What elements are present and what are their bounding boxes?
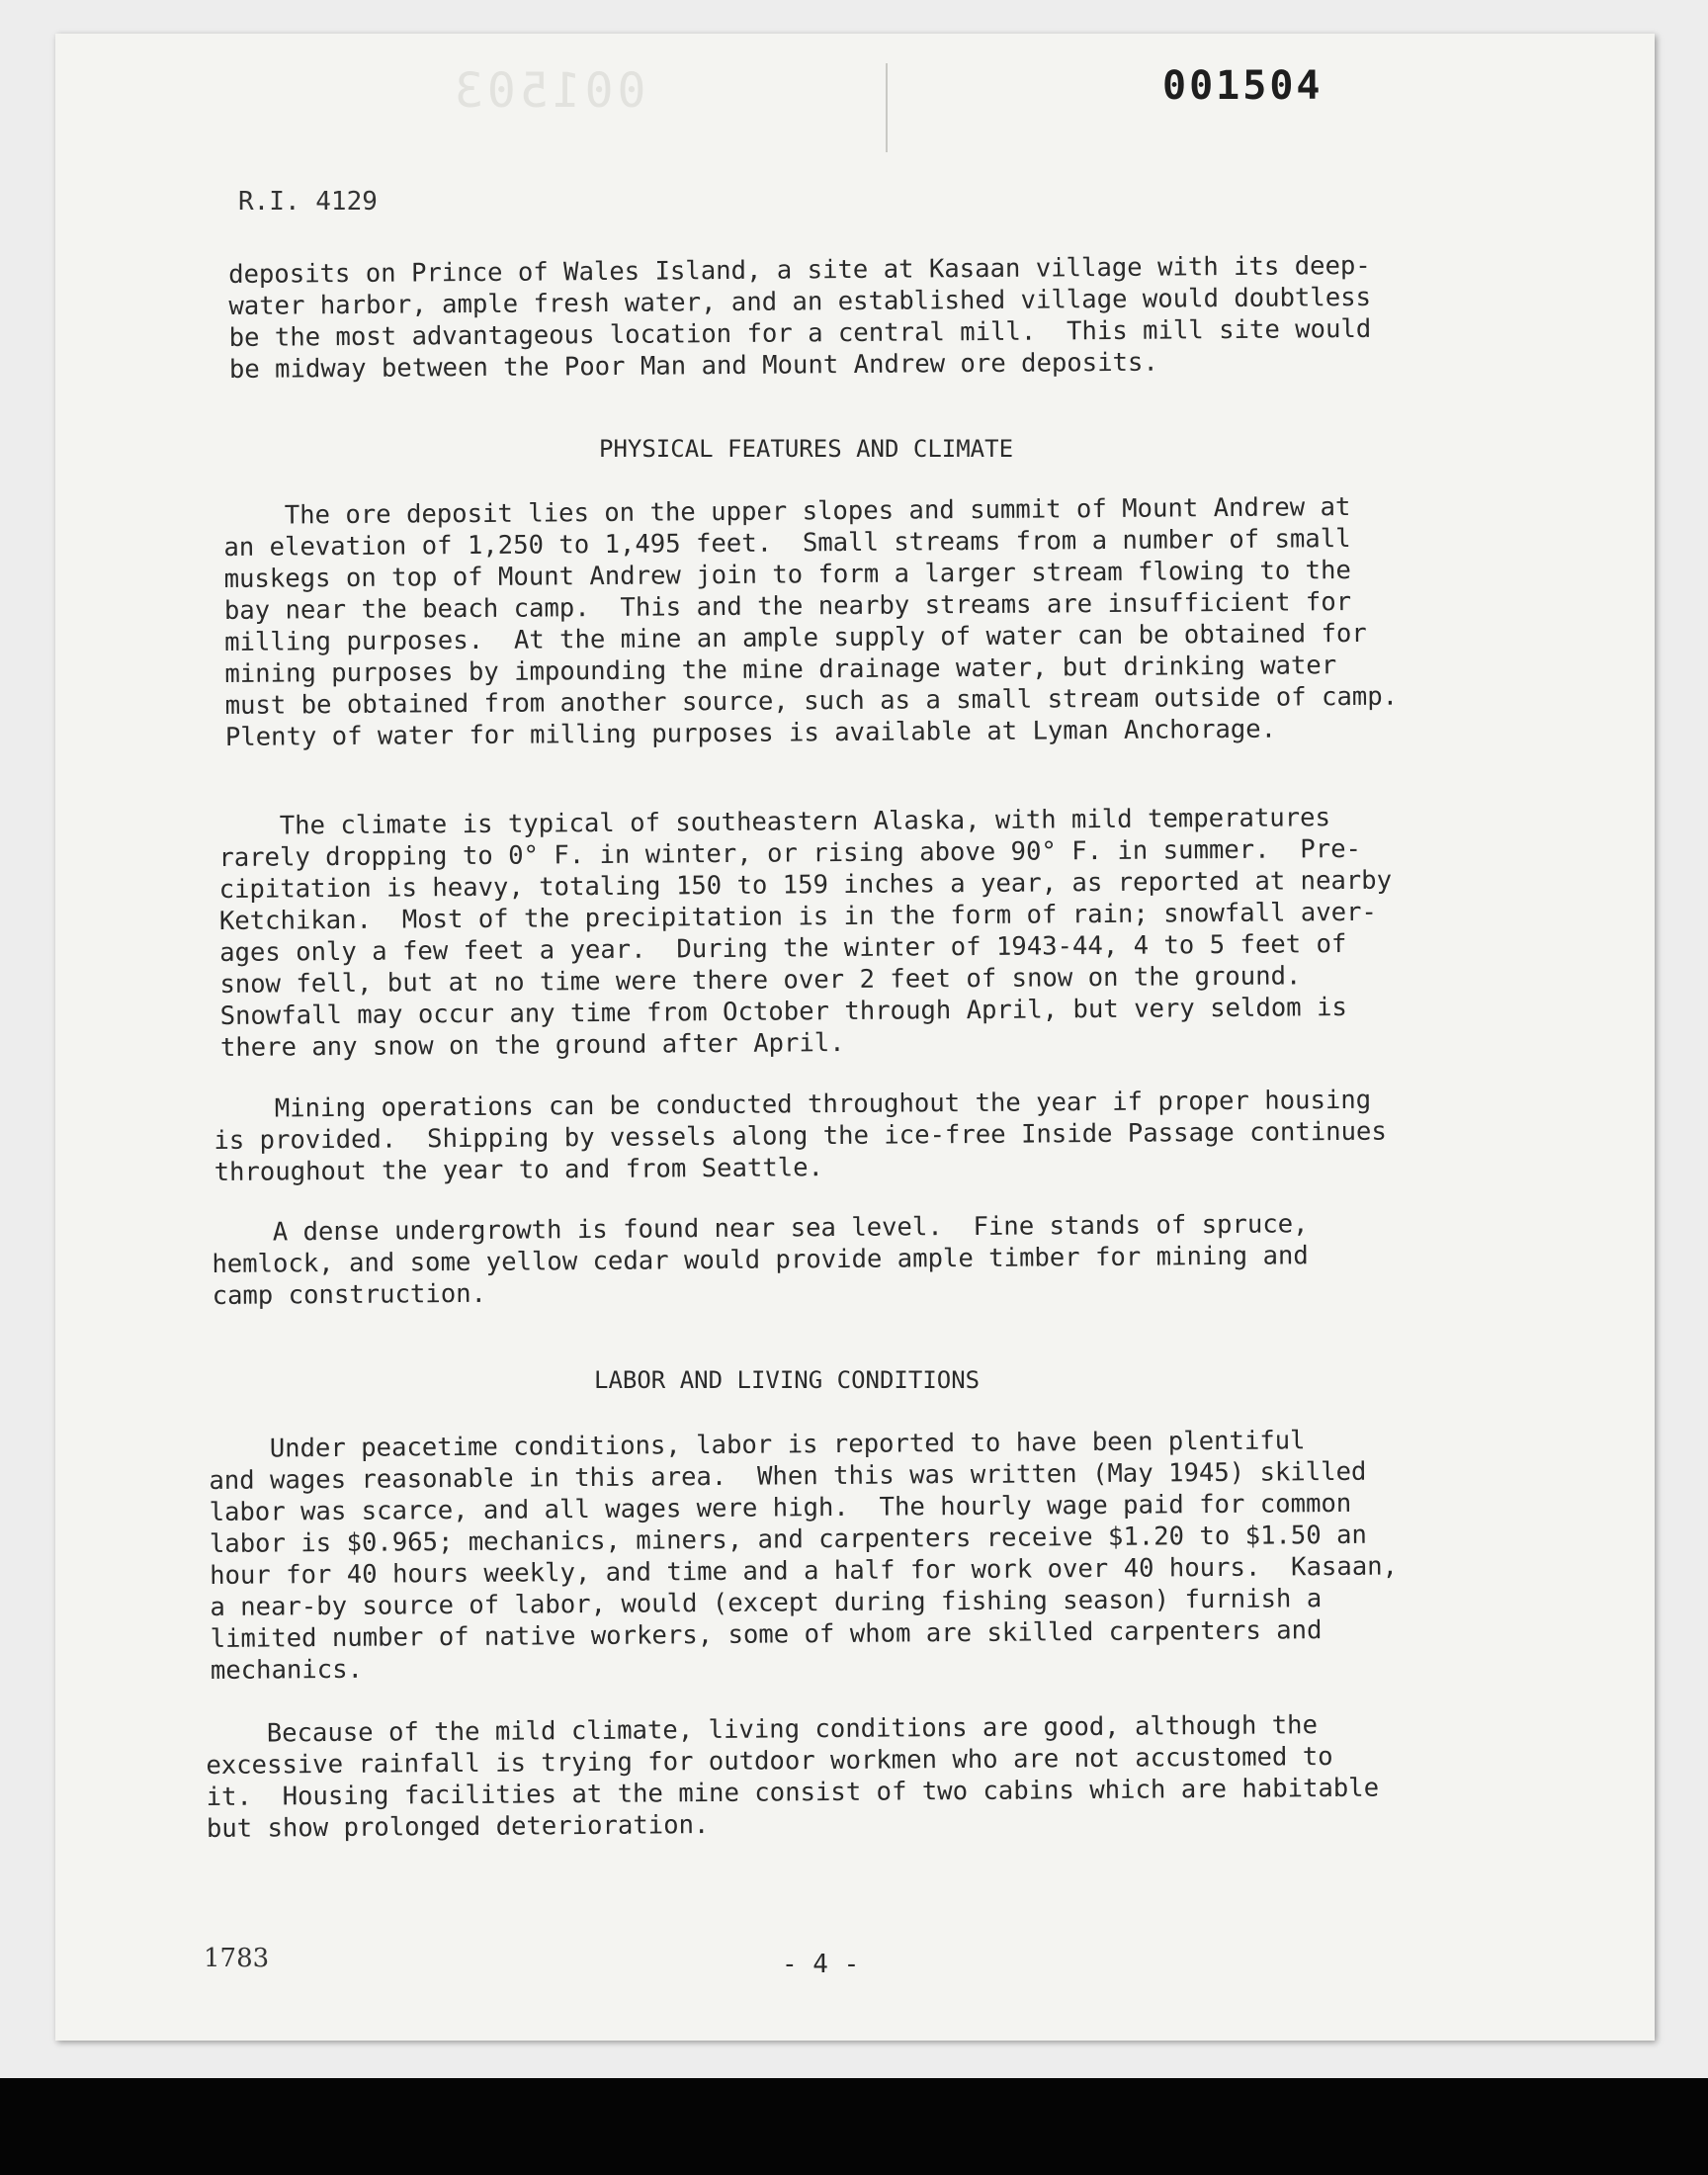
heading-labor-living: LABOR AND LIVING CONDITIONS — [594, 1366, 981, 1394]
document-page — [55, 34, 1655, 2041]
scan-bottom-border — [0, 2078, 1708, 2175]
paragraph-ore-deposit: The ore deposit lies on the upper slopes and summit of Mount Andrew at an elevation of 1,250 to 1,495 feet. Small streams from a number of small muskegs on top of Mount Andrew join to form a larger stream flowing to the bay near the beach camp. This and the nearby streams are insufficient for milling purposes. At the mine an ample supply of water can be obtained for mining purposes by impounding the mine drainage water, but drinking water must be obtained from another source, such as a small stream outside of camp. Plenty of water for milling purposes is available at Lyman Anchorage. — [223, 492, 1399, 752]
report-id: R.I. 4129 — [238, 187, 378, 217]
bleed-through-number: 001503 — [451, 63, 646, 119]
document-number: 001504 — [1162, 63, 1324, 109]
page-fold-line — [886, 63, 888, 152]
paragraph-mining-operations: Mining operations can be conducted throughout the year if proper housing is provided. Shipping by vessels along the ice-free Inside Passage continues throughout the year to and from Seattle. — [214, 1085, 1387, 1187]
paragraph-undergrowth: A dense undergrowth is found near sea level. Fine stands of spruce, hemlock, and some yellow cedar would provide ample timber for mining and camp construction. — [212, 1209, 1309, 1311]
paragraph-intro: deposits on Prince of Wales Island, a site at Kasaan village with its deep- water harbor, ample fresh water, and an established village would doubtless be the most advantageous location for a central mill. This mill site would be midway between the Poor Man and Mount Andrew ore deposits. — [228, 250, 1372, 385]
footer-code: 1783 — [204, 1944, 270, 1973]
paragraph-living-conditions: Because of the mild climate, living conditions are good, although the excessive rainfall is trying for outdoor workmen who are not accustomed to it. Housing facilities at the mine consist of two cabins which are habitable but show prolonged deterioration. — [206, 1710, 1380, 1844]
paragraph-labor: Under peacetime conditions, labor is reported to have been plentiful and wages reasonable in this area. When this was written (May 1945) skilled labor was scarce, and all wages were high. The hourly wage paid for common labor is $0.965; mechanics, miners, and carpenters receive $1.20 to $1.50 an hour for 40 hours weekly, and time and a half for work over 40 hours. Kasaan, a near-by source of labor, would (except during fishing season) furnish a limited number of native workers, some of whom are skilled carpenters and mechanics. — [209, 1426, 1399, 1686]
heading-physical-features: PHYSICAL FEATURES AND CLIMATE — [599, 435, 1014, 463]
paragraph-climate: The climate is typical of southeastern Alaska, with mild temperatures rarely dropping to 0° F. in winter, or rising above 90° F. in summer. Pre- cipitation is heavy, totaling 150 to 159 inches a year, as reported at nearby Ketchikan. Most of the precipitation is in the form of rain; snowfall aver- ages only a few feet a year. During the winter of 1943-44, 4 to 5 feet of snow fell, but at no time were there over 2 feet of snow on the ground. Snowfall may occur any time from October through April, but very seldom is there any snow on the ground after April. — [218, 803, 1393, 1063]
page-number: - 4 - — [782, 1950, 860, 1979]
